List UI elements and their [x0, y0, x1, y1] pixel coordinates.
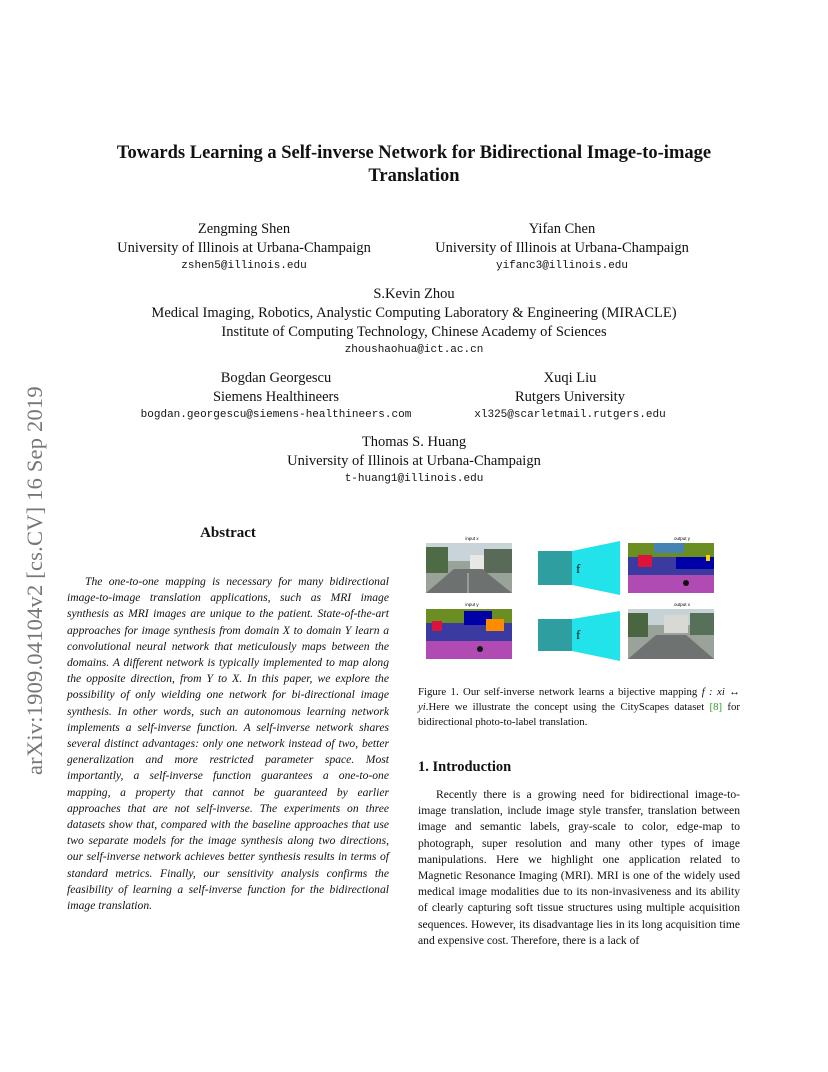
network-f-bottom	[538, 611, 620, 661]
caption-part-c: for bidirectional photo-to-label translation.	[418, 701, 740, 728]
section-heading-introduction: 1. Introduction	[418, 759, 512, 775]
photo-output-x	[628, 609, 714, 659]
labelmap-input-y	[426, 609, 512, 659]
abstract-text: The one-to-one mapping is necessary for many bidirectional image-to-image translation applications, such as MRI image synthesis as MRI images are unique to the patient. State-of-the-art approaches for image synthesis from domain X to domain Y learn a convolutional neural network that meticulously maps between the domains. A different network is typically implemented to map along the opposite direction, from Y to X. In this paper, we explore the possibility of only wielding one network for bi-directional image synthesis. In other words, such an autonomous learning network implements a self-inverse function. A self-inverse network shares several distinct advantages: only one network instead of two, better generalization and more restricted parameter space. Most importantly, a self-inverse function guarantees a one-to-one mapping, a property that cannot be guaranteed by earlier approaches that are not self-inverse. The experiments on three datasets show that, compared with the baseline approaches that use two separate models for the image synthesis along two directions, our self-inverse network achieves better synthesis results in terms of standard metrics. Finally, our sensitivity analysis confirms the feasibility of learning a self-inverse function for the bidirectional image translation.	[67, 575, 389, 913]
author-name: Bogdan Georgescu	[220, 370, 332, 386]
introduction-text: Recently there is a growing need for bidirectional image-to-image translation, include image style transfer, translation between image and semantic labels, gray-scale to color, edge-map to photograph, super resolution and many other types of image manipulations. Here we highlight one application related to Magnetic Resonance Imaging (MRI). MRI is one of the widely used medical image modalities due to its non-invasiveness and its ability of clearly capturing soft tissue structures using multiple acquisition sequences. However, its disadvantage lies in its long acquisition time and expensive cost. Therefore, there is a lack of	[418, 788, 740, 947]
label-output-x: output x	[673, 602, 691, 607]
author-affiliation: Rutgers University	[515, 389, 625, 405]
f-label-bottom: f	[576, 627, 581, 642]
figure-1	[424, 535, 744, 675]
caption-part-b: .Here we illustrate the concept using the CityScapes dataset	[425, 701, 710, 713]
author-affiliation: Siemens Healthineers	[212, 389, 340, 405]
author-name: Yifan Chen	[528, 221, 596, 237]
author-block-huang	[60, 433, 768, 488]
f-label-top: f	[576, 561, 581, 576]
title-line-1: Towards Learning a Self-inverse Network for Bidirectional Image-to-image	[116, 143, 712, 163]
author-name: S.Kevin Zhou	[373, 286, 455, 302]
author-email: zshen5@illinois.edu	[181, 260, 307, 272]
label-input-y: input y	[465, 602, 479, 607]
author-affiliation-1: Medical Imaging, Robotics, Analystic Computing Laboratory & Engineering (MIRACLE)	[151, 305, 677, 321]
author-affiliation: University of Illinois at Urbana-Champaign	[117, 240, 371, 256]
author-affiliation: University of Illinois at Urbana-Champaign	[287, 453, 541, 469]
paper-title	[60, 142, 768, 188]
author-name: Thomas S. Huang	[361, 434, 467, 450]
caption-math: f : xi ↔ yi	[418, 686, 740, 713]
author-block-zhou	[60, 285, 768, 359]
author-email: yifanc3@illinois.edu	[495, 260, 629, 272]
author-block-shen	[100, 220, 388, 275]
author-email: zhoushaohua@ict.ac.cn	[344, 344, 484, 356]
title-line-2: Translation	[368, 166, 460, 186]
author-block-georgescu	[100, 369, 452, 424]
author-affiliation: University of Illinois at Urbana-Champaign	[435, 240, 689, 256]
figure-1-caption	[418, 685, 740, 730]
citation-link[interactable]: [8]	[709, 701, 723, 713]
labelmap-output-y	[628, 543, 714, 593]
arxiv-identifier: arXiv:1909.04104v2 [cs.CV] 16 Sep 2019	[22, 386, 47, 775]
label-input-x: input x	[465, 536, 479, 541]
author-email: bogdan.georgescu@siemens-healthineers.com	[140, 409, 412, 421]
abstract-heading: Abstract	[200, 525, 256, 541]
author-email: t-huang1@illinois.edu	[344, 473, 484, 485]
author-block-liu	[440, 369, 700, 424]
author-name: Zengming Shen	[197, 221, 291, 237]
caption-part-a: Figure 1. Our self-inverse network learns a bijective mapping	[418, 686, 702, 698]
author-affiliation-2: Institute of Computing Technology, Chinese Academy of Sciences	[221, 324, 607, 340]
author-name: Xuqi Liu	[543, 370, 597, 386]
label-output-y: output y	[673, 536, 691, 541]
author-email: xl325@scarletmail.rutgers.edu	[474, 409, 666, 421]
photo-input-x	[426, 543, 512, 593]
network-f-top	[538, 541, 620, 595]
figure-1-graphic	[424, 535, 744, 675]
author-block-chen	[418, 220, 706, 275]
